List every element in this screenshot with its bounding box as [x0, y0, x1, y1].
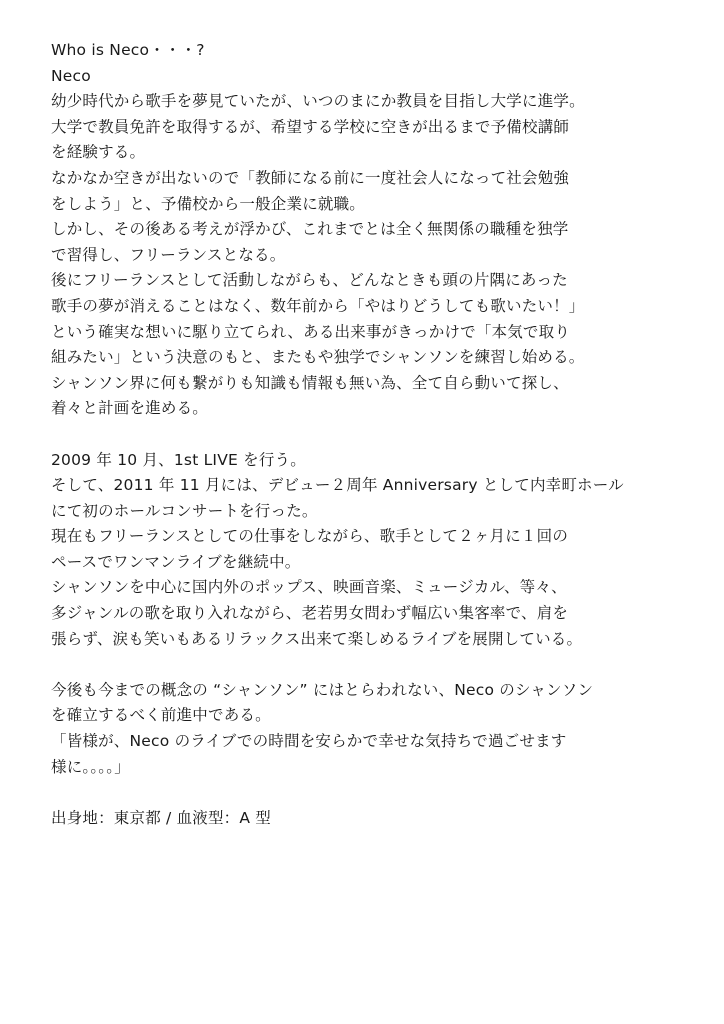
profile-text: [51, 38, 691, 831]
page-heading: Who is Neco・・・?: [51, 41, 205, 59]
text-line: にて初のホールコンサートを行った。: [51, 501, 318, 520]
text-line: をしよう」と、予備校から一般企業に就職。: [51, 194, 366, 213]
paragraph-gap: [51, 652, 691, 678]
text-line: 今後も今までの概念の “シャンソン” にはとらわれない、Neco のシャンソン: [51, 680, 594, 699]
text-line: 歌手の夢が消えることはなく、数年前から「やはりどうしても歌いたい！」: [51, 296, 585, 315]
profile-footer: 出身地：東京都 / 血液型：A 型: [51, 808, 272, 827]
text-line: しかし、その後ある考えが浮かび、これまでとは全く無関係の職種を独学: [51, 220, 569, 239]
text-line: そして、2011 年 11 月には、デビュー２周年 Anniversary として内幸町ホール: [51, 476, 624, 495]
text-line: シャンソン界に何も繋がりも知識も情報も無い為、全て自ら動いて探し、: [51, 373, 569, 392]
text-line: を経験する。: [51, 143, 146, 162]
text-line: 幼少時代から歌手を夢見ていたが、いつのまにか教員を目指し大学に進学。: [51, 92, 585, 111]
text-line: 大学で教員免許を取得するが、希望する学校に空きが出るまで予備校講師: [51, 117, 570, 136]
text-line: で習得し、フリーランスとなる。: [51, 245, 286, 264]
text-line: 多ジャンルの歌を取り入れながら、老若男女問わず幅広い集客率で、肩を: [51, 604, 569, 623]
paragraph-gap: [51, 422, 691, 448]
text-line: 現在もフリーランスとしての仕事をしながら、歌手として２ヶ月に１回の: [51, 527, 569, 546]
text-line: 組みたい」という決意のもと、またもや独学でシャンソンを練習し始める。: [51, 348, 585, 367]
text-line: 様に。。。。」: [51, 757, 130, 776]
text-line: 後にフリーランスとして活動しながらも、どんなときも頭の片隅にあった: [51, 271, 568, 290]
text-line: を確立するべく前進中である。: [51, 706, 271, 725]
text-line: 着々と計画を進める。: [51, 399, 209, 418]
text-line: 「皆様が、Neco のライブでの時間を安らかで幸せな気持ちで過ごせます: [51, 732, 567, 751]
paragraph-gap: [51, 780, 691, 806]
artist-name: Neco: [51, 66, 91, 85]
text-line: ペースでワンマンライブを継続中。: [51, 552, 301, 571]
text-line: 張らず、涙も笑いもあるリラックス出来て楽しめるライブを展開している。: [51, 629, 583, 648]
text-line: という確実な想いに駆り立てられ、ある出来事がきっかけで「本気で取り: [51, 322, 571, 341]
text-line: 2009 年 10 月、1st LIVE を行う。: [51, 450, 306, 469]
text-line: シャンソンを中心に国内外のポップス、映画音楽、ミュージカル、等々、: [51, 578, 567, 597]
text-line: なかなか空きが出ないので「教師になる前に一度社会人になって社会勉強: [51, 168, 570, 187]
